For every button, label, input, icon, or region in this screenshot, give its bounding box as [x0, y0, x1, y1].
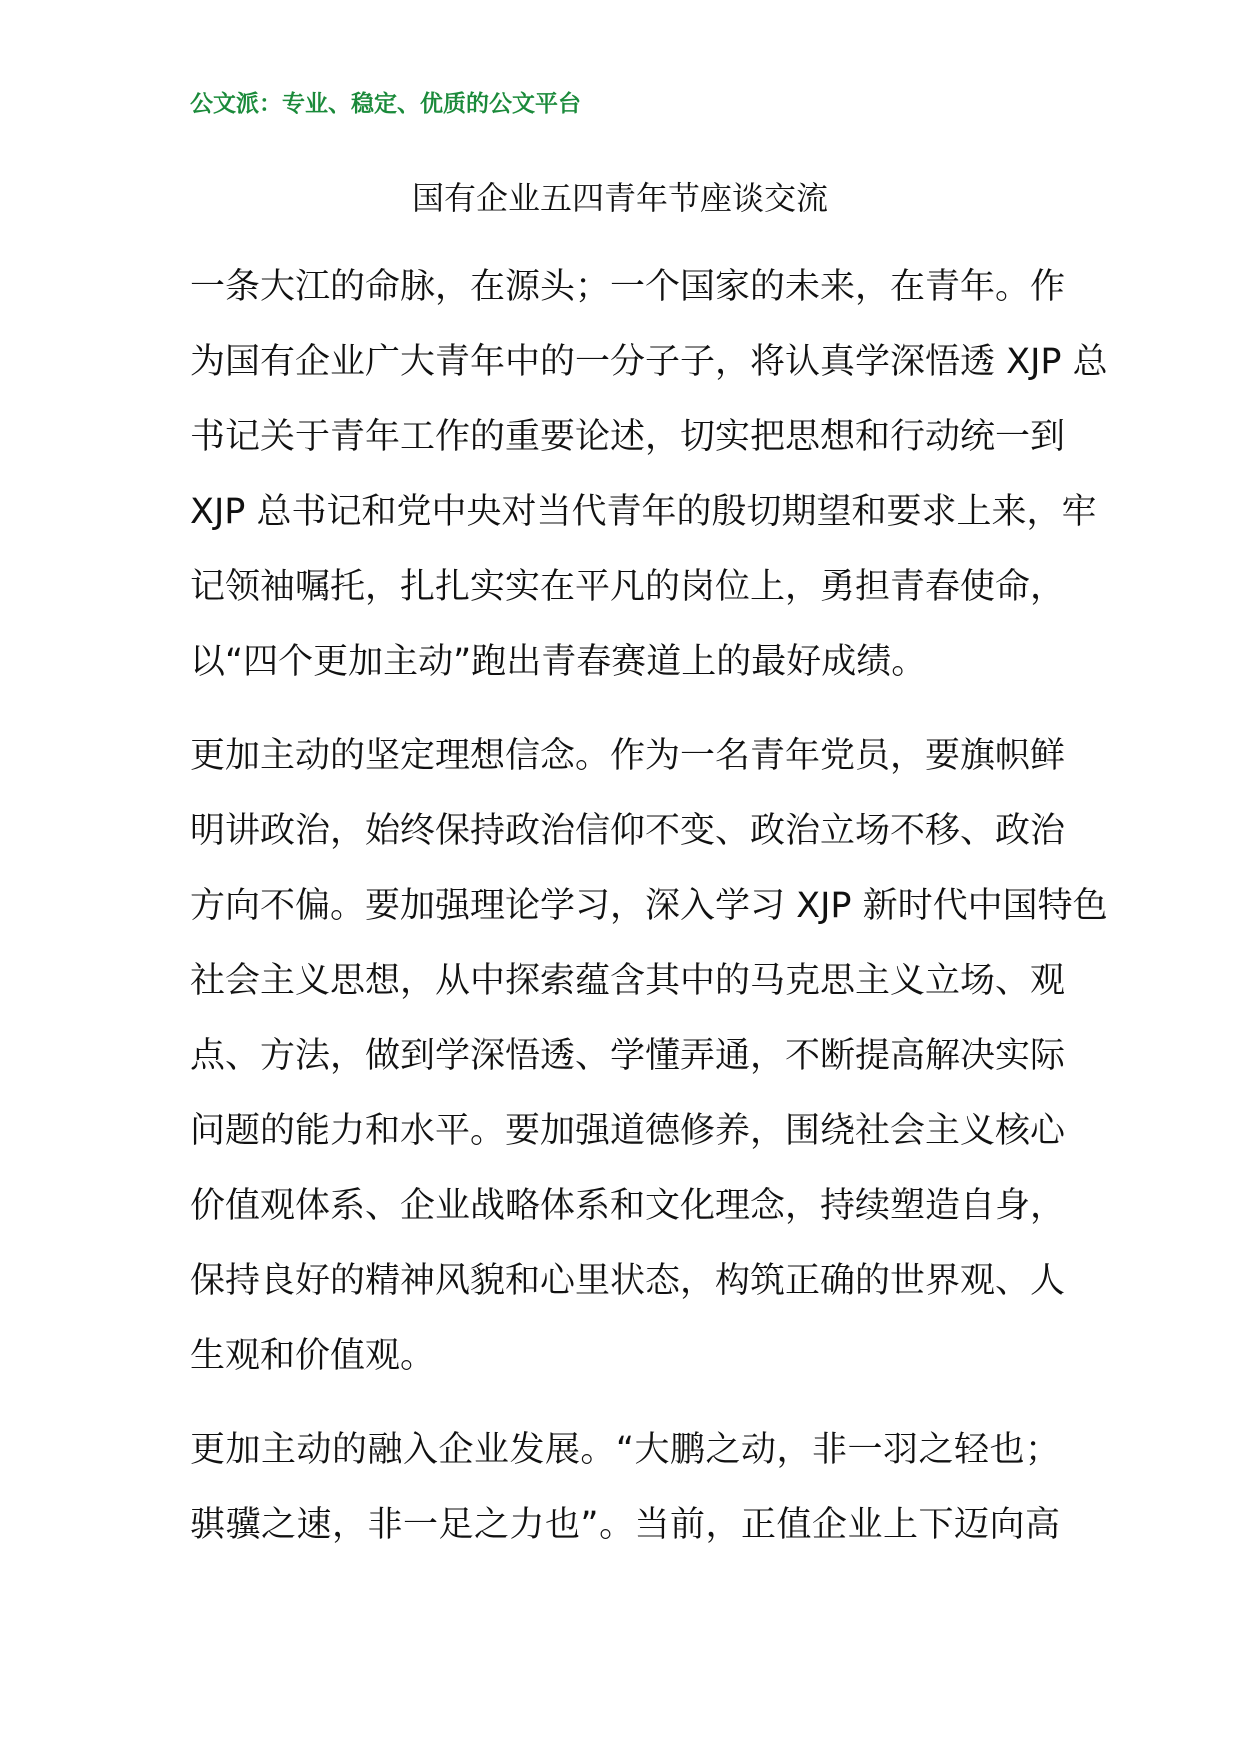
text-line: 点、方法，做到学深悟透、学懂弄通，不断提高解决实际: [190, 1036, 1066, 1076]
text-line: 保持良好的精神风貌和心里状态，构筑正确的世界观、人: [190, 1261, 1066, 1301]
text-line: 更加主动的融入企业发展。“大鹏之动，非一羽之轻也；: [190, 1430, 1060, 1470]
platform-banner: 公文派：专业、稳定、优质的公文平台: [190, 91, 581, 117]
text-line: 方向不偏。要加强理论学习，深入学习 XJP 新时代中国特色: [190, 886, 1108, 926]
text-line: 社会主义思想，从中探索蕴含其中的马克思主义立场、观: [190, 961, 1066, 1001]
page-title: 国有企业五四青年节座谈交流: [411, 179, 828, 217]
text-line: 明讲政治，始终保持政治信仰不变、政治立场不移、政治: [190, 811, 1066, 851]
text-line: 更加主动的坚定理想信念。作为一名青年党员，要旗帜鲜: [190, 736, 1066, 776]
text-line: 记领袖嘱托，扎扎实实在平凡的岗位上，勇担青春使命，: [190, 567, 1066, 607]
text-line: 骐骥之速，非一足之力也”。当前，正值企业上下迈向高: [190, 1505, 1060, 1545]
text-line: 价值观体系、企业战略体系和文化理念，持续塑造自身，: [190, 1186, 1066, 1226]
paragraph-2: [190, 719, 1108, 1394]
text-line: 一条大江的命脉，在源头；一个国家的未来，在青年。作: [190, 267, 1066, 307]
text-line: 问题的能力和水平。要加强道德修养，围绕社会主义核心: [190, 1111, 1066, 1151]
paragraph-1: [190, 250, 1108, 700]
paragraph-3: [190, 1413, 1060, 1563]
text-line: 生观和价值观。: [190, 1336, 436, 1376]
text-line: XJP 总书记和党中央对当代青年的殷切期望和要求上来，牢: [190, 492, 1097, 532]
text-line: 书记关于青年工作的重要论述，切实把思想和行动统一到: [190, 417, 1066, 457]
text-line: 以“四个更加主动”跑出青春赛道上的最好成绩。: [190, 642, 927, 682]
text-line: 为国有企业广大青年中的一分子子，将认真学深悟透 XJP 总: [190, 342, 1108, 382]
